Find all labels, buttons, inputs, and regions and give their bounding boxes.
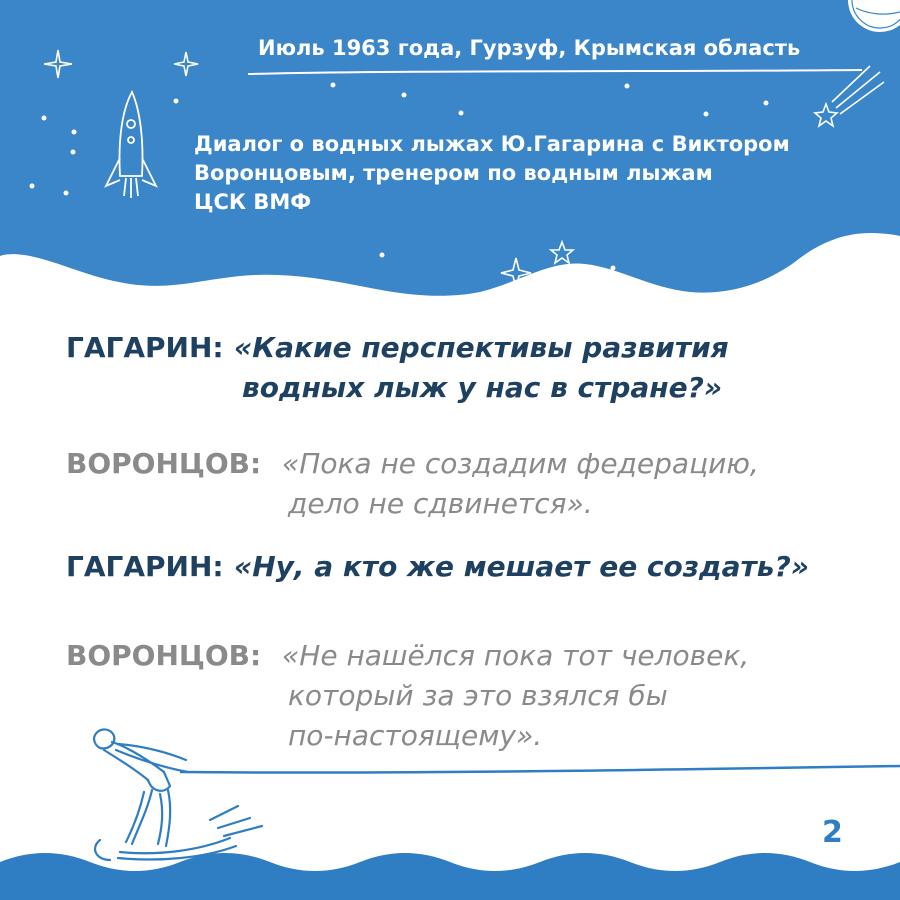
- quote-line: по-настоящему».: [288, 719, 543, 752]
- tow-rope: [180, 766, 900, 773]
- quote-line: «Какие перспективы развития: [234, 331, 729, 364]
- quote-line: дело не сдвинется».: [288, 487, 593, 520]
- subtitle-line: Воронцовым, тренером по водным лыжам: [194, 161, 713, 185]
- subtitle-line: ЦСК ВМФ: [194, 190, 312, 214]
- date-place-heading: Июль 1963 года, Гурзуф, Крымская область: [258, 36, 801, 60]
- speaker-name: ГАГАРИН:: [66, 331, 224, 364]
- quote-line: который за это взялся бы: [288, 679, 668, 712]
- subtitle-line: Диалог о водных лыжах Ю.Гагарина с Виктором: [194, 132, 790, 156]
- speaker-name: ГАГАРИН:: [66, 550, 224, 583]
- water-skier-icon: [94, 729, 262, 860]
- quote-line: «Пока не создадим федерацию,: [282, 447, 759, 480]
- page-number: 2: [822, 815, 843, 850]
- quote-line: «Ну, а кто же мешает ее создать?»: [234, 550, 809, 583]
- speaker-name: ВОРОНЦОВ:: [66, 639, 262, 672]
- quote-line: «Не нашёлся пока тот человек,: [282, 639, 750, 672]
- quote-line: водных лыж у нас в стране?»: [242, 371, 723, 404]
- speaker-name: ВОРОНЦОВ:: [66, 447, 262, 480]
